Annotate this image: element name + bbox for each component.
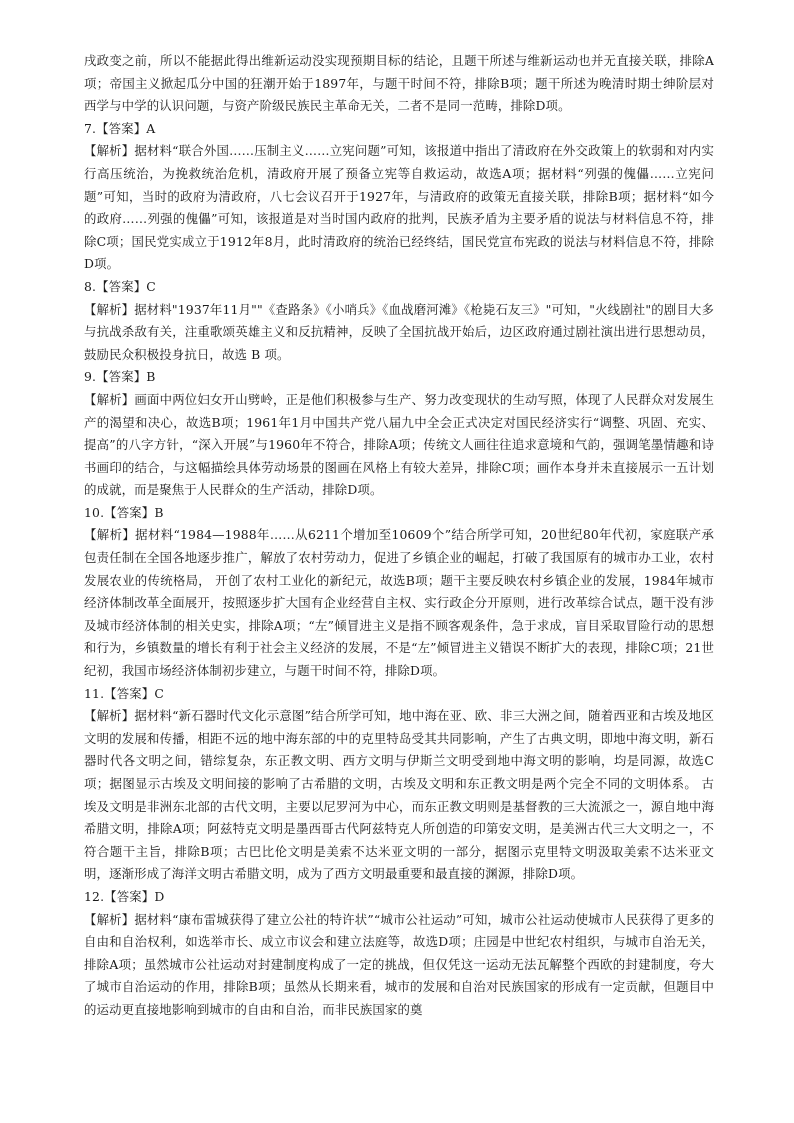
analysis-7: 【解析】据材料“联合外国……压制主义……立宪问题”可知，该报道中指出了清政府在外交政策上的软弱和对内实行高压统治，为挽救统治危机，清政府开展了预备立宪等自救运动，故选A项；据材料“列强的傀儡……立宪问题”可知，当时的政府为清政府，八七会议召开于1927年，与清政府的政策无直接关联，排除B项；据材料“如今的政府……列强的傀儡”可知，该报道是对当时国内政府的批判，民族矛盾为主要矛盾的说法与材料信息不符，排除C项；国民党实成立于1912年8月，此时清政府的统治已经终结，国民党宣布宪政的说法与材料信息不符，排除D项。 — [84, 143, 714, 272]
answer-10: 10.【答案】B — [84, 504, 164, 520]
analysis-8: 【解析】据材料"1937年11月""《查路条》《小哨兵》《血战磨河滩》《枪毙石友三》"可知，"火线剧社"的剧目大多与抗战杀敌有关，注重歌颂英雄主义和反抗精神，反映了全国抗战开始后，边区政府通过剧社演出进行思想动员，鼓励民众积极投身抗日，故选 B 项。 — [84, 301, 714, 362]
answer-9: 9.【答案】B — [84, 369, 156, 385]
analysis-11: 【解析】据材料“新石器时代文化示意图”结合所学可知，地中海在亚、欧、非三大洲之间，随着西亚和古埃及地区文明的发展和传播，相距不远的地中海东部的中的克里特岛受其共同影响，产生了古典文明，即地中海文明，新石器时代各文明之间，错综复杂，东正教文明、西方文明与伊斯兰文明受到地中海文明的影响，均是同源，故选C项；据图显示古埃及文明间接的影响了古希腊的文明，古埃及文明和东正教文明是两个完全不同的文明体系。 古埃及文明是非洲东北部的古代文明，主要以尼罗河为中心，而东正教文明则是基督教的三大流派之一，源自地中海希腊文明，排除A项；阿兹特克文明是墨西哥古代阿兹特克人所创造的印第安文明，是美洲古代三大文明之一，不符合题干主旨，排除B项；古巴比伦文明是美索不达米亚文明的一部分，据图示克里特文明汲取美索不达米亚文明，逐渐形成了海洋文明古希腊文明，成为了西方文明最重要和最直接的渊源，排除D项。 — [84, 708, 714, 882]
answer-sheet-page — [84, 50, 714, 1022]
analysis-10: 【解析】据材料“1984—1988年……从6211个增加至10609个”结合所学可知，20世纪80年代初，家庭联产承包责任制在全国各地逐步推广，解放了农村劳动力，促进了乡镇企业的崛起，打破了我国原有的城市办工业，农村发展农业的传统格局， 开创了农村工业化的新纪元，故选B项；题干主要反映农村乡镇企业的发展，1984年城市经济体制改革全面展开，按照逐步扩大国有企业经营自主权、实行政企分开原则，进行改革综合试点，题干没有涉及城市经济体制的相关史实，排除A项；“左”倾冒进主义是指不顾客观条件，急于求成，盲目采取冒险行动的思想和行为，乡镇数量的增长有利于社会主义经济的发展，不是“左”倾冒进主义错误不断扩大的表现，排除C项；21世纪初，我国市场经济体制初步建立，与题干时间不符，排除D项。 — [84, 527, 714, 679]
answer-12: 12.【答案】D — [84, 888, 165, 904]
answer-11: 11.【答案】C — [84, 685, 164, 701]
analysis-12: 【解析】据材料“康布雷城获得了建立公社的特许状”“城市公社运动”可知，城市公社运动使城市人民获得了更多的自由和自治权利，如选举市长、成立市议会和建立法庭等，故选D项；庄园是中世纪农村组织，与城市自治无关，排除A项；虽然城市公社运动对封建制度构成了一定的挑战，但仅凭这一运动无法瓦解整个西欧的封建制度，夸大了城市自治运动的作用，排除B项；虽然从长期来看，城市的发展和自治对民族国家的形成有一定贡献，但题目中的运动更直接地影响到城市的自由和自治，而非民族国家的奠 — [84, 911, 714, 1017]
answer-7: 7.【答案】A — [84, 120, 156, 136]
intro-paragraph: 戌政变之前，所以不能据此得出维新运动没实现预期目标的结论，且题干所述与维新运动也并无直接关联，排除A项；帝国主义掀起瓜分中国的狂潮开始于1897年，与题干时间不符，排除B项；题干所述为晚清时期士绅阶层对西学与中学的认识问题，与资产阶级民族民主革命无关，二者不是同一范畴，排除D项。 — [84, 53, 714, 114]
answer-8: 8.【答案】C — [84, 278, 156, 294]
analysis-9: 【解析】画面中两位妇女开山劈岭，正是他们积极参与生产、努力改变现状的生动写照，体现了人民群众对发展生产的渴望和决心，故选B项；1961年1月中国共产党八届九中全会正式决定对国民经济实行“调整、巩固、充实、提高”的八字方针，“深入开展”与1960年不符合，排除A项；传统文人画往往追求意境和气韵，强调笔墨情趣和诗书画印的结合，与这幅描绘具体劳动场景的图画在风格上有较大差异，排除C项；画作本身并未直接展示一五计划的成就，而是聚焦于人民群众的生产活动，排除D项。 — [84, 391, 714, 498]
